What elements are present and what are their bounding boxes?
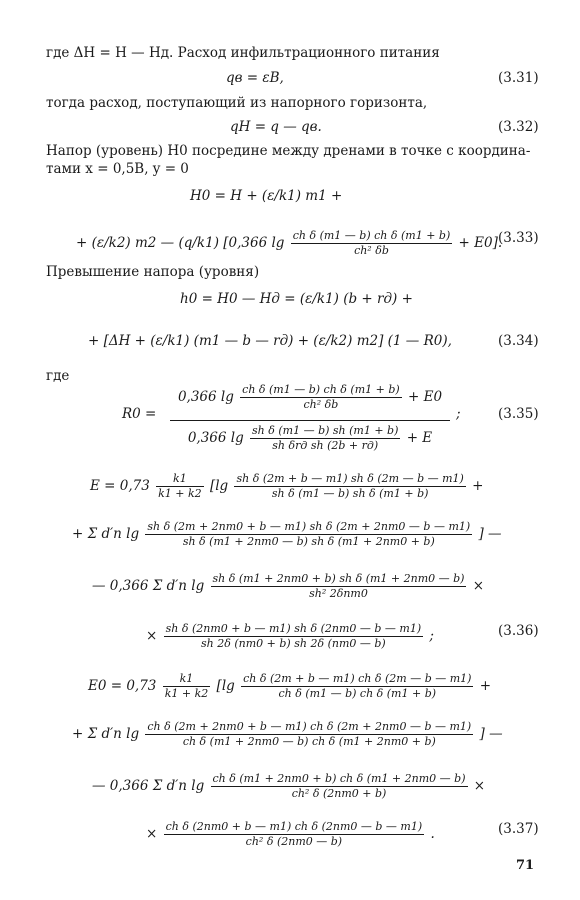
eq-3-36b-tail: ] — <box>478 526 502 542</box>
text-line-5: Превышение напора (уровня) <box>46 264 260 280</box>
text-line-4: тами x = 0,5B, y = 0 <box>46 161 189 177</box>
eq-3-36b-fraction-den: sh δ (m1 + 2nm0 — b) sh δ (m1 + 2nm0 + b) <box>182 535 435 548</box>
eq-3-37a-fraction <box>241 672 473 701</box>
eq-3-37a-coef-num: k1 <box>163 672 211 687</box>
equation-3-36-line-4 <box>146 622 434 651</box>
equation-number-3-31: (3.31) <box>498 70 539 86</box>
equation-3-34-line-2: + [ΔH + (ε/k1) (m1 — b — rд) + (ε/k2) m2] (1 — R0), <box>88 333 452 349</box>
eq-3-33-fraction-num: ch δ (m1 — b) ch δ (m1 + b) <box>292 229 451 242</box>
eq-3-37a-tail: + <box>479 678 492 694</box>
eq-3-36c-lead: — 0,366 Σ d′n lg <box>92 578 205 594</box>
eq-3-37d-fraction-num: ch δ (2nm0 + b — m1) ch δ (2nm0 — b — m1) <box>165 820 423 833</box>
eq-3-37b-fraction <box>145 720 473 749</box>
eq-3-37c-tail: × <box>473 778 486 794</box>
eq-3-36b-fraction-num: sh δ (2m + 2nm0 + b — m1) sh δ (2m + 2nm0 — b — m1) <box>147 520 471 533</box>
equation-3-36-line-3 <box>92 572 484 601</box>
eq-3-35-num-tail: + E0 <box>407 389 443 405</box>
eq-3-33-fraction <box>291 229 453 258</box>
eq-3-36d-fraction-num: sh δ (2nm0 + b — m1) sh δ (2nm0 — b — m1) <box>165 622 422 635</box>
eq-3-35-num-fraction-num: ch δ (m1 — b) ch δ (m1 + b) <box>242 383 400 396</box>
equation-3-32: qH = q — qв. <box>230 119 322 135</box>
eq-3-36c-tail: × <box>472 578 485 594</box>
eq-3-33-part-2: + E0]. <box>458 235 503 251</box>
eq-3-37a-fraction-num: ch δ (2m + b — m1) ch δ (2m — b — m1) <box>243 672 472 685</box>
eq-3-37b-tail: ] — <box>479 726 503 742</box>
eq-3-37d-fraction <box>164 820 425 849</box>
equation-3-35-end: ; <box>456 406 461 422</box>
equation-number-3-37: (3.37) <box>498 821 539 837</box>
eq-3-35-num-lg: 0,366 lg <box>177 389 234 405</box>
equation-3-31: qв = εB, <box>226 70 284 86</box>
eq-3-35-den-lg: 0,366 lg <box>187 430 244 446</box>
eq-3-37d-fraction-den: ch² δ (2nm0 — b) <box>245 835 343 848</box>
eq-3-37d-lead: × <box>146 826 158 842</box>
eq-3-36d-fraction-den: sh 2δ (nm0 + b) sh 2δ (nm0 — b) <box>201 637 386 650</box>
eq-3-37a-coef <box>163 672 211 701</box>
eq-3-36b-lead: + Σ d′n lg <box>72 526 140 542</box>
eq-3-37c-fraction <box>211 772 468 801</box>
equation-number-3-34: (3.34) <box>498 333 539 349</box>
eq-3-36a-coef-num: k1 <box>156 472 204 487</box>
text-line-1: где ΔH = H — Hд. Расход инфильтрационного питания <box>46 45 440 61</box>
eq-3-36d-lead: × <box>146 628 158 644</box>
equation-3-36-line-1 <box>90 472 483 501</box>
equation-number-3-35: (3.35) <box>498 406 539 422</box>
eq-3-35-num-fraction-den: ch² δb <box>303 398 339 411</box>
eq-3-36a-fraction <box>234 472 465 501</box>
eq-3-36c-fraction-num: sh δ (m1 + 2nm0 + b) sh δ (m1 + 2nm0 — b) <box>212 572 465 585</box>
text-line-2: тогда расход, поступающий из напорного горизонта, <box>46 95 428 111</box>
eq-3-37c-lead: — 0,366 Σ d′n lg <box>92 778 205 794</box>
equation-3-37-line-1 <box>88 672 491 701</box>
eq-3-36d-fraction <box>164 622 424 651</box>
equation-number-3-32: (3.32) <box>498 119 539 135</box>
equation-3-35-numerator <box>170 383 450 412</box>
text-line-3: Напор (уровень) H0 посредине между дренами в точке с координа- <box>46 143 531 159</box>
eq-3-35-num-fraction <box>240 383 402 412</box>
eq-3-36a-coef <box>156 472 204 501</box>
equation-3-36-line-2 <box>72 520 502 549</box>
eq-3-36b-fraction <box>145 520 472 549</box>
eq-3-37a-coef-den: k1 + k2 <box>164 687 209 700</box>
eq-3-36a-coef-den: k1 + k2 <box>158 487 202 500</box>
eq-3-36c-fraction-den: sh² 2δnm0 <box>309 587 368 600</box>
eq-3-37d-tail: . <box>430 826 435 842</box>
eq-3-35-den-fraction <box>250 424 400 453</box>
eq-3-37c-fraction-den: ch² δ (2nm0 + b) <box>291 787 387 800</box>
equation-3-37-line-3 <box>92 772 485 801</box>
eq-3-37a-lg: [lg <box>216 678 235 694</box>
equation-3-33-line-1: H0 = H + (ε/k1) m1 + <box>190 188 343 204</box>
text-line-6: где <box>46 368 70 384</box>
eq-3-37a-lead: E0 = 0,73 <box>88 678 157 694</box>
equation-number-3-36: (3.36) <box>498 623 539 639</box>
page-number: 71 <box>516 858 535 873</box>
eq-3-36d-tail: ; <box>429 628 434 644</box>
eq-3-37a-fraction-den: ch δ (m1 — b) ch δ (m1 + b) <box>278 687 437 700</box>
eq-3-37b-fraction-num: ch δ (2m + 2nm0 + b — m1) ch δ (2m + 2nm0 — b — m1) <box>147 720 472 733</box>
eq-3-37b-lead: + Σ d′n lg <box>72 726 140 742</box>
eq-3-37c-fraction-num: ch δ (m1 + 2nm0 + b) ch δ (m1 + 2nm0 — b) <box>212 772 466 785</box>
equation-3-33-line-2 <box>76 229 502 258</box>
eq-3-36a-lead: E = 0,73 <box>90 478 150 494</box>
eq-3-36a-lg: [lg <box>209 478 229 494</box>
equation-3-35-denominator <box>170 424 450 453</box>
eq-3-36a-fraction-num: sh δ (2m + b — m1) sh δ (2m — b — m1) <box>236 472 464 485</box>
eq-3-36a-tail: + <box>472 478 484 494</box>
eq-3-33-fraction-den: ch² δb <box>354 244 389 257</box>
equation-3-34-line-1: h0 = H0 — Hд = (ε/k1) (b + rд) + <box>180 291 413 307</box>
eq-3-37b-fraction-den: ch δ (m1 + 2nm0 — b) ch δ (m1 + 2nm0 + b) <box>182 735 436 748</box>
eq-3-35-den-tail: + E <box>406 430 433 446</box>
equation-number-3-33: (3.33) <box>498 230 539 246</box>
equation-3-35-lhs: R0 = <box>122 406 157 422</box>
eq-3-36a-fraction-den: sh δ (m1 — b) sh δ (m1 + b) <box>271 487 429 500</box>
eq-3-36c-fraction <box>211 572 467 601</box>
eq-3-33-part-1: + (ε/k2) m2 — (q/k1) [0,366 lg <box>76 235 285 251</box>
equation-3-37-line-4 <box>146 820 435 849</box>
equation-3-35-fraction-bar <box>170 420 450 421</box>
equation-3-37-line-2 <box>72 720 503 749</box>
eq-3-35-den-fraction-num: sh δ (m1 — b) sh (m1 + b) <box>252 424 399 437</box>
eq-3-35-den-fraction-den: sh δrд sh (2b + rд) <box>272 439 379 452</box>
